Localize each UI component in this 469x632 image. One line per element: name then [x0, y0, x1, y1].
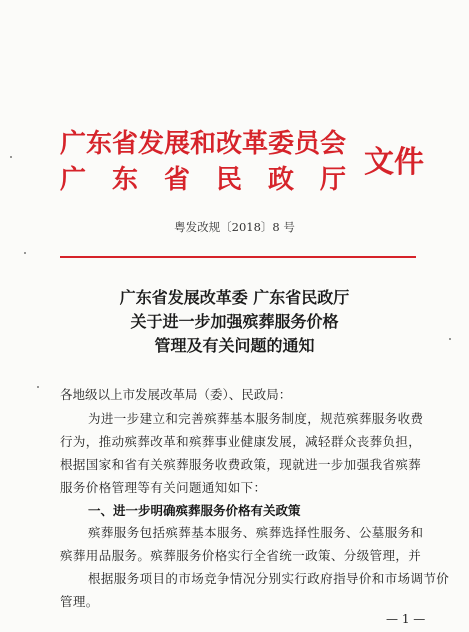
document-word: 文件 — [364, 145, 424, 180]
paragraph-3-line-1: 根据服务项目的市场竞争情况分别实行政府指导价和市场调节价 — [88, 571, 450, 586]
scan-speck — [449, 338, 451, 340]
document-title-line-1: 广东省发展改革委 广东省民政厅 — [119, 288, 350, 307]
paragraph-2-line-2: 殡葬用品服务。殡葬服务价格实行全省统一政策、分级管理，并 — [60, 548, 422, 563]
issuing-organization-line-1: 广东省发展和改革委员会 — [60, 129, 347, 159]
paragraph-1-line-3: 根据国家和省有关殡葬服务收费政策，现就进一步加强我省殡葬 — [60, 457, 422, 472]
document-title-line-3: 管理及有关问题的通知 — [154, 336, 315, 355]
document-title-line-2: 关于进一步加强殡葬服务价格 — [130, 312, 339, 331]
paragraph-1-line-1: 为进一步建立和完善殡葬基本服务制度，规范殡葬服务收费 — [88, 411, 424, 426]
page-number: — 1 — — [386, 612, 426, 626]
paragraph-3-line-2: 管理。 — [60, 594, 99, 609]
paragraph-1-line-4: 服务价格管理等有关问题通知如下： — [60, 480, 267, 495]
paragraph-2-line-1: 殡葬服务包括殡葬基本服务、殡葬选择性服务、公墓服务和 — [88, 525, 424, 540]
red-separator-line — [60, 256, 416, 258]
scan-speck — [24, 252, 26, 254]
section-1-heading: 一、进一步明确殡葬服务价格有关政策 — [88, 503, 301, 518]
paragraph-1-line-2: 行为，推动殡葬改革和殡葬事业健康发展，减轻群众丧葬负担， — [60, 434, 422, 449]
scan-speck — [10, 156, 12, 158]
document-number: 粤发改规〔2018〕8 号 — [174, 220, 295, 234]
salutation: 各地级以上市发展改革局（委）、民政局： — [60, 387, 292, 402]
issuing-organization-line-2: 广东省民政厅 — [60, 165, 373, 195]
scan-speck — [37, 386, 39, 388]
